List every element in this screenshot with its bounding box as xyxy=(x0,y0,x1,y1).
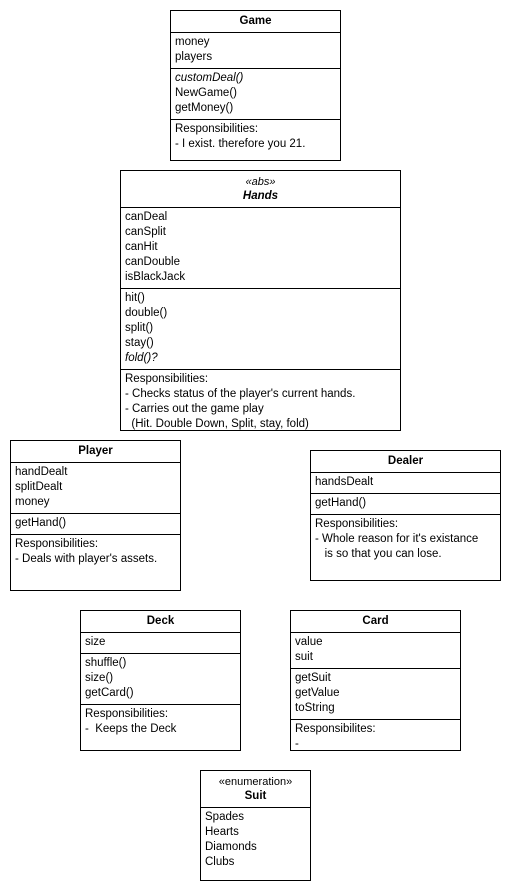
responsibility: Responsibilities: xyxy=(175,123,259,135)
responsibilities-section xyxy=(171,120,340,155)
class-name: Deck xyxy=(146,615,175,627)
method: size() xyxy=(85,672,114,684)
attribute: canHit xyxy=(125,241,158,253)
class-header xyxy=(11,441,180,463)
attribute: canSplit xyxy=(125,226,166,238)
enum-suit[interactable] xyxy=(200,770,311,881)
class-stereotype: «abs» xyxy=(245,176,276,188)
class-stereotype: «enumeration» xyxy=(218,776,293,788)
class-player[interactable] xyxy=(10,440,181,591)
attribute: value xyxy=(295,636,323,648)
method: stay() xyxy=(125,337,154,349)
responsibility: - Deals with player's assets. xyxy=(15,553,158,565)
attribute: canDouble xyxy=(125,256,180,268)
responsibility: Responsibilities: xyxy=(85,708,169,720)
method: hit() xyxy=(125,292,145,304)
class-deck[interactable] xyxy=(80,610,241,751)
enum-literal: Clubs xyxy=(205,856,235,868)
attributes-section xyxy=(11,463,180,514)
attribute: splitDealt xyxy=(15,481,63,493)
responsibility: - Keeps the Deck xyxy=(85,723,177,735)
methods-section xyxy=(81,654,240,705)
attributes-section xyxy=(171,33,340,69)
method: getValue xyxy=(295,687,340,699)
responsibility: Responsibilities: xyxy=(315,518,399,530)
responsibility: is so that you can lose. xyxy=(315,548,442,560)
attribute: suit xyxy=(295,651,313,663)
enum-literal: Spades xyxy=(205,811,245,823)
class-header xyxy=(291,611,460,633)
class-dealer[interactable] xyxy=(310,450,501,581)
method: split() xyxy=(125,322,154,334)
attribute: handsDealt xyxy=(315,476,374,488)
attribute: size xyxy=(85,636,106,648)
responsibility: - xyxy=(295,738,299,750)
responsibilities-section xyxy=(291,720,460,755)
responsibility: Responsibilites: xyxy=(295,723,376,735)
class-hands[interactable] xyxy=(120,170,401,431)
responsibilities-section xyxy=(11,535,180,570)
class-name: Dealer xyxy=(387,455,424,467)
class-name: Suit xyxy=(244,790,267,802)
responsibility: - Carries out the game play xyxy=(125,403,264,415)
responsibility: - I exist. therefore you 21. xyxy=(175,138,306,150)
responsibility: Responsibilities: xyxy=(15,538,99,550)
method: getCard() xyxy=(85,687,134,699)
attribute: canDeal xyxy=(125,211,168,223)
methods-section xyxy=(291,669,460,720)
class-name: Hands xyxy=(242,190,279,202)
method: shuffle() xyxy=(85,657,127,669)
class-game[interactable] xyxy=(170,10,341,161)
method-abstract: customDeal() xyxy=(175,72,244,84)
class-header xyxy=(311,451,500,473)
method: getMoney() xyxy=(175,102,234,114)
methods-section xyxy=(121,289,400,370)
method: getSuit xyxy=(295,672,331,684)
attributes-section xyxy=(81,633,240,654)
class-header xyxy=(201,771,310,808)
responsibilities-section xyxy=(81,705,240,740)
literals-section xyxy=(201,808,310,873)
class-header xyxy=(121,171,400,208)
responsibility: (Hit. Double Down, Split, stay, fold) xyxy=(125,418,309,430)
method: toString xyxy=(295,702,335,714)
method-abstract: fold()? xyxy=(125,352,158,364)
method: getHand() xyxy=(15,517,67,529)
class-header xyxy=(171,11,340,33)
attribute: handDealt xyxy=(15,466,68,478)
methods-section xyxy=(171,69,340,120)
method: double() xyxy=(125,307,168,319)
class-card[interactable] xyxy=(290,610,461,751)
responsibility: - Checks status of the player's current hands. xyxy=(125,388,356,400)
responsibility: - Whole reason for it's existance xyxy=(315,533,479,545)
class-name: Card xyxy=(362,615,389,627)
attributes-section xyxy=(311,473,500,494)
attribute: money xyxy=(175,36,210,48)
class-name: Game xyxy=(239,15,272,27)
class-header xyxy=(81,611,240,633)
responsibilities-section xyxy=(121,370,400,435)
enum-literal: Hearts xyxy=(205,826,239,838)
attributes-section xyxy=(121,208,400,289)
attribute: players xyxy=(175,51,213,63)
responsibilities-section xyxy=(311,515,500,565)
attributes-section xyxy=(291,633,460,669)
methods-section xyxy=(311,494,500,515)
attribute: money xyxy=(15,496,50,508)
methods-section xyxy=(11,514,180,535)
enum-literal: Diamonds xyxy=(205,841,257,853)
method: getHand() xyxy=(315,497,367,509)
responsibility: Responsibilities: xyxy=(125,373,209,385)
class-name: Player xyxy=(78,445,113,457)
method: NewGame() xyxy=(175,87,237,99)
attribute: isBlackJack xyxy=(125,271,186,283)
